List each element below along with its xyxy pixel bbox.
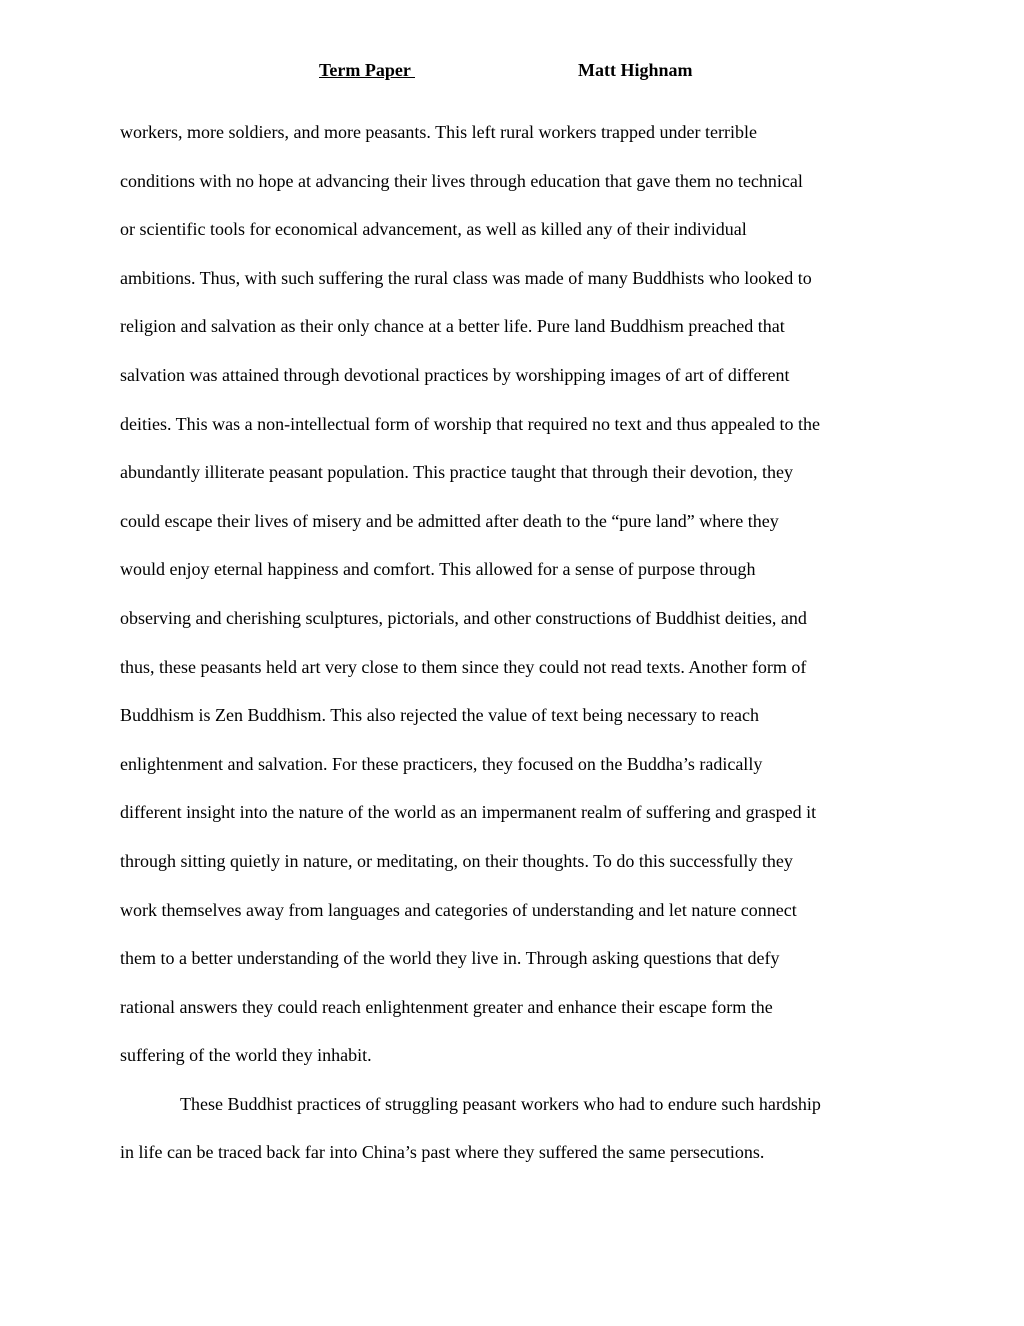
paper-title: Term Paper bbox=[319, 60, 415, 80]
text-line: rational answers they could reach enlightenment greater and enhance their escape form the bbox=[120, 996, 773, 1017]
text-line: through sitting quietly in nature, or meditating, on their thoughts. To do this successfully they bbox=[120, 850, 793, 871]
text-line: conditions with no hope at advancing their lives through education that gave them no technical bbox=[120, 170, 803, 191]
text-line: enlightenment and salvation. For these practicers, they focused on the Buddha’s radically bbox=[120, 753, 763, 774]
text-line: work themselves away from languages and categories of understanding and let nature connect bbox=[120, 899, 797, 920]
text-line: salvation was attained through devotional practices by worshipping images of art of different bbox=[120, 364, 790, 385]
text-line: or scientific tools for economical advancement, as well as killed any of their individual bbox=[120, 219, 747, 240]
text-line: workers, more soldiers, and more peasants. This left rural workers trapped under terrible bbox=[120, 122, 757, 142]
page-header bbox=[0, 60, 1024, 86]
text-line: different insight into the nature of the world as an impermanent realm of suffering and grasped it bbox=[120, 802, 817, 823]
text-line: thus, these peasants held art very close to them since they could not read texts. Another form of bbox=[120, 656, 807, 677]
body-text bbox=[120, 115, 910, 1184]
text-line: suffering of the world they inhabit. bbox=[120, 1045, 372, 1066]
text-line: observing and cherishing sculptures, pictorials, and other constructions of Buddhist deities, and bbox=[120, 607, 807, 628]
text-line: abundantly illiterate peasant population. This practice taught that through their devotion, they bbox=[120, 462, 793, 483]
text-line-indented: These Buddhist practices of struggling peasant workers who had to endure such hardship bbox=[180, 1093, 821, 1114]
text-line: them to a better understanding of the world they live in. Through asking questions that defy bbox=[120, 948, 780, 969]
text-line: Buddhism is Zen Buddhism. This also rejected the value of text being necessary to reach bbox=[120, 705, 760, 726]
text-line: deities. This was a non-intellectual form of worship that required no text and thus appealed to the bbox=[120, 413, 820, 434]
text-line: religion and salvation as their only chance at a better life. Pure land Buddhism preached that bbox=[120, 316, 785, 337]
text-line: would enjoy eternal happiness and comfort. This allowed for a sense of purpose through bbox=[120, 559, 756, 580]
text-line: could escape their lives of misery and be admitted after death to the “pure land” where they bbox=[120, 510, 779, 531]
author-name: Matt Highnam bbox=[578, 60, 693, 80]
text-line: in life can be traced back far into China’s past where they suffered the same persecutions. bbox=[120, 1142, 765, 1163]
text-line: ambitions. Thus, with such suffering the rural class was made of many Buddhists who looked to bbox=[120, 267, 812, 288]
